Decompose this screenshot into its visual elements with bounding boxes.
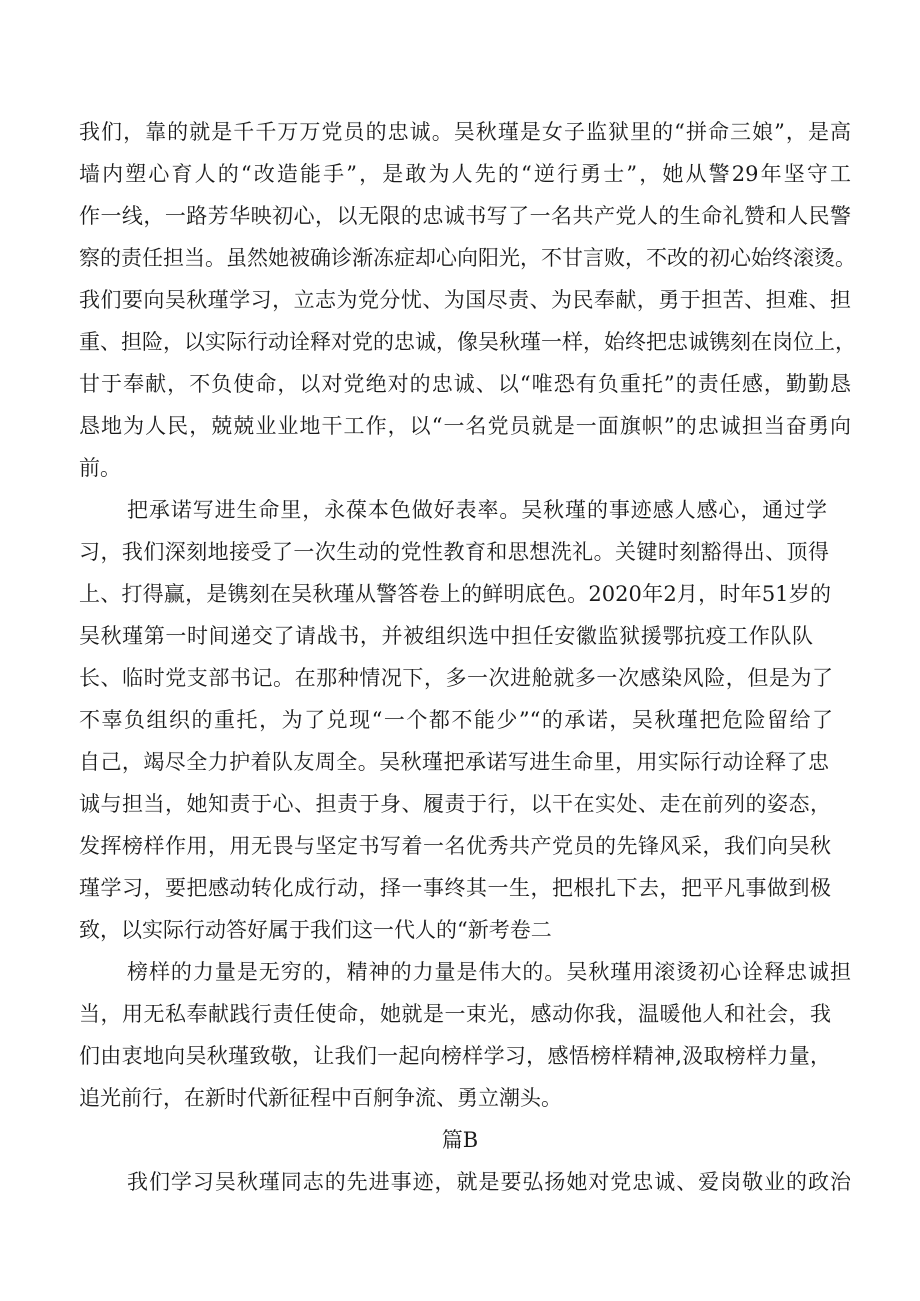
- text-line: 察的责任担当。虽然她被确诊渐冻症却心向阳光，不甘言败，不改的初心始终滚烫。: [79, 246, 856, 270]
- text-line: 上、打得赢，是镌刻在吴秋瑾从警答卷上的鲜明底色。2020年2月，时年51岁的: [79, 582, 831, 606]
- text-line: 们由衷地向吴秋瑾致敬，让我们一起向榜样学习，感悟榜样精神,汲取榜样力量，: [79, 1044, 831, 1068]
- text-line: 自己，竭尽全力护着队友周全。吴秋瑾把承诺写进生命里，用实际行动诠释了忠: [79, 750, 829, 774]
- text-line: 致，以实际行动答好属于我们这一代人的“新考卷二: [79, 918, 552, 942]
- text-line: 瑾学习，要把感动转化成行动，择一事终其一生，把根扎下去，把平凡事做到极: [79, 876, 831, 900]
- text-line: 我们要向吴秋瑾学习，立志为党分忧、为国尽责、为民奉献，勇于担苦、担难、担: [79, 288, 851, 312]
- text-line: 作一线，一路芳华映初心，以无限的忠诚书写了一名共产党人的生命礼赞和人民警: [79, 204, 851, 228]
- text-line: 发挥榜样作用，用无畏与坚定书写着一名优秀共产党员的先锋风采，我们向吴秋: [79, 834, 831, 858]
- text-line: 追光前行，在新时代新征程中百舸争流、勇立潮头。: [79, 1086, 562, 1110]
- text-line: 诚与担当，她知责于心、担责于身、履责于行，以干在实处、走在前列的姿态，: [79, 792, 831, 816]
- text-line: 榜样的力量是无穷的，精神的力量是伟大的。吴秋瑾用滚烫初心诠释忠诚担: [127, 960, 851, 984]
- text-line: 墙内塑心育人的“改造能手”，是敢为人先的“逆行勇士”，她从警29年坚守工: [79, 162, 851, 186]
- text-line: 我们，靠的就是千千万万党员的忠诚。吴秋瑾是女子监狱里的“拼命三娘”，是高: [79, 120, 851, 144]
- text-line: 重、担险，以实际行动诠释对党的忠诚，像吴秋瑾一样，始终把忠诚镌刻在岗位上，: [79, 330, 856, 354]
- text-line: 长、临时党支部书记。在那种情况下，多一次进舱就多一次感染风险，但是为了: [79, 666, 833, 690]
- text-line: 把承诺写进生命里，永葆本色做好表率。吴秋瑾的事迹感人感心，通过学: [127, 498, 827, 522]
- text-line: 当，用无私奉献践行责任使命，她就是一束光，感动你我，温暖他人和社会，我: [79, 1002, 831, 1026]
- text-line: 恳地为人民，兢兢业业地干工作，以“一名党员就是一面旗帜”的忠诚担当奋勇向: [79, 414, 851, 438]
- text-line: 前。: [79, 456, 121, 480]
- text-line: 不辜负组织的重托，为了兑现“一个都不能少”“的承诺，吴秋瑾把危险留给了: [79, 708, 833, 732]
- section-heading: 篇B: [441, 1128, 479, 1152]
- text-line: 甘于奉献，不负使命，以对党绝对的忠诚、以“唯恐有负重托”的责任感，勤勤恳: [79, 372, 851, 396]
- text-line: 习，我们深刻地接受了一次生动的党性教育和思想洗礼。关键时刻豁得出、顶得: [79, 540, 829, 564]
- text-line: 我们学习吴秋瑾同志的先进事迹，就是要弘扬她对党忠诚、爱岗敬业的政治: [127, 1170, 851, 1194]
- text-line: 吴秋瑾第一时间递交了请战书，并被组织选中担任安徽监狱援鄂抗疫工作队队: [79, 624, 813, 648]
